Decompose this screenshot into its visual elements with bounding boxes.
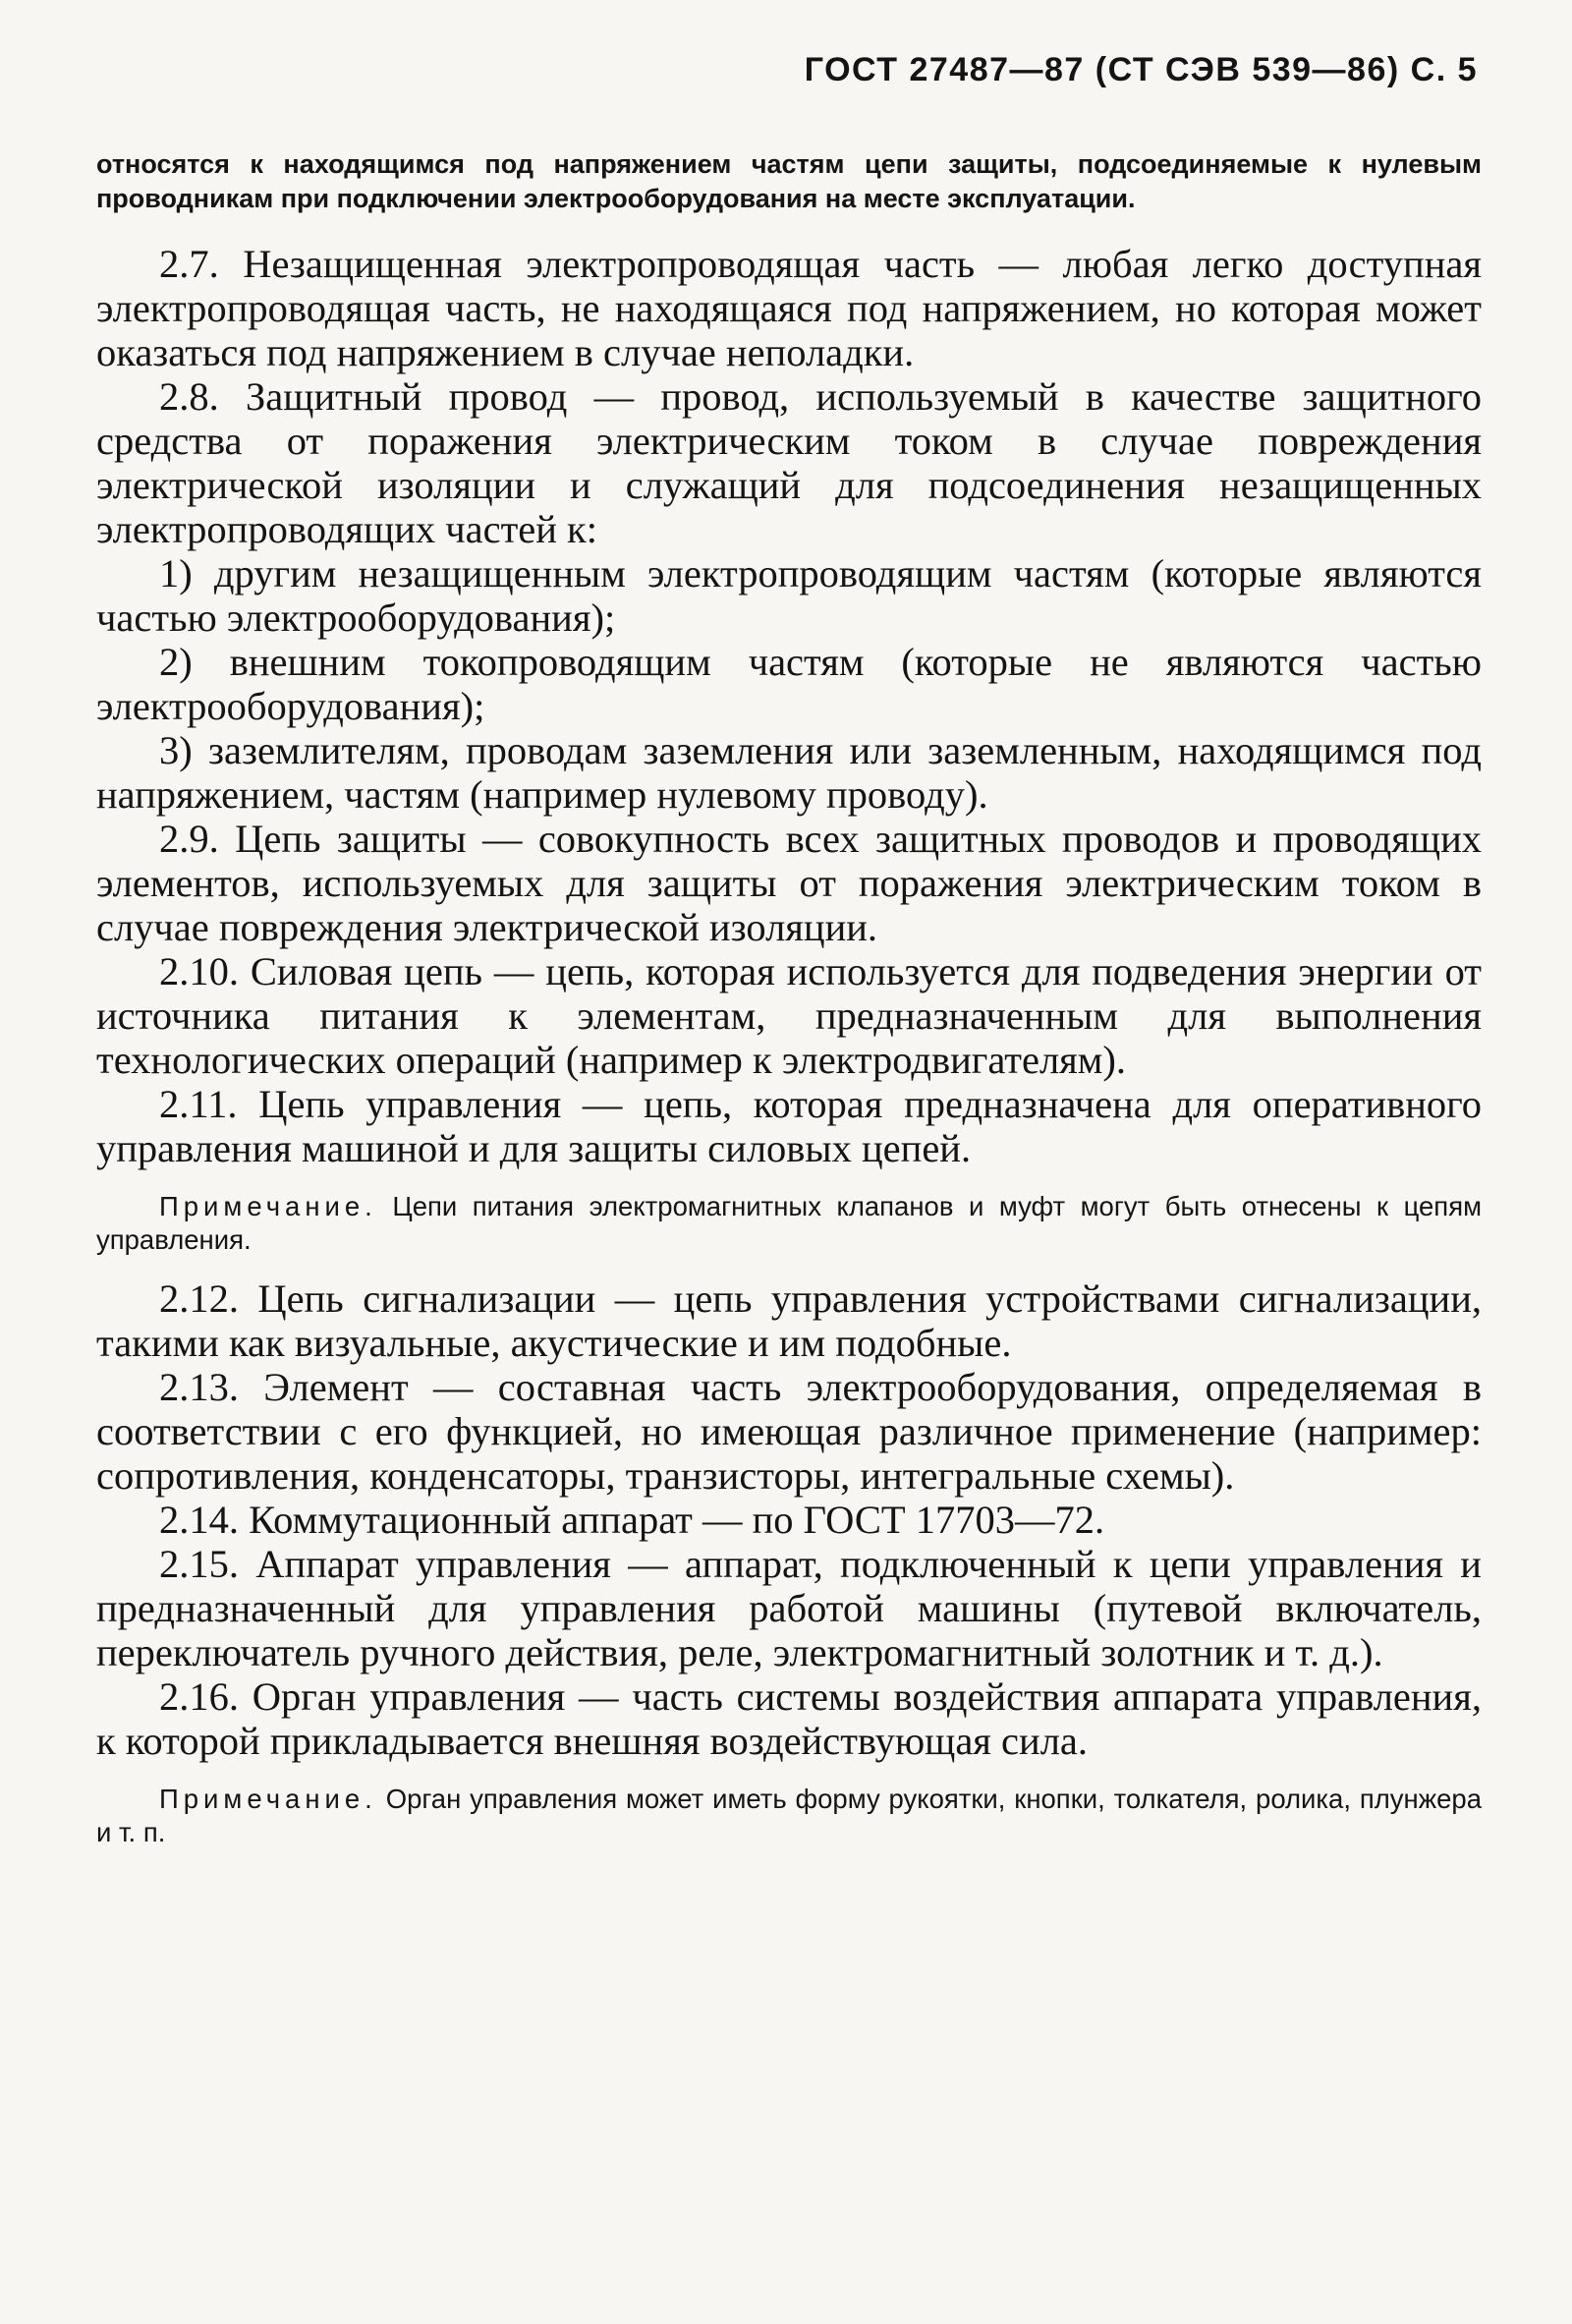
- clause-2-8-item-3: 3) заземлителям, проводам заземления или заземленным, находящимся под напряжением, частям (например нулевому проводу).: [96, 728, 1482, 817]
- note-1-text: Цепи питания электромагнитных клапанов и муфт могут быть отнесены к цепям управления.: [96, 1191, 1482, 1255]
- clause-2-8-item-1: 1) другим незащищенным электропроводящим частям (которые являются частью электрооборудования);: [96, 551, 1482, 640]
- clause-2-9: 2.9. Цепь защиты — совокупность всех защитных проводов и проводящих элементов, используемых для защиты от поражения электрическим током в случае повреждения электрической изоляции.: [96, 817, 1482, 949]
- clause-2-8: 2.8. Защитный провод — провод, используемый в качестве защитного средства от поражения электрическим током в случае повреждения электрической изоляции и служащий для подсоединения незащищенных электропроводящих частей к:: [96, 374, 1482, 551]
- clause-2-14: 2.14. Коммутационный аппарат — по ГОСТ 17703—72.: [159, 1498, 1105, 1542]
- clause-2-16: 2.16. Орган управления — часть системы воздействия аппарата управления, к которой прикладывается внешняя воздействующая сила.: [96, 1674, 1482, 1763]
- note-2-text: Орган управления может иметь форму рукоятки, кнопки, толкателя, ролика, плунжера и т. п.: [96, 1784, 1482, 1847]
- note-2-label: Примечание.: [159, 1784, 377, 1814]
- page-header: ГОСТ 27487—87 (СТ СЭВ 539—86) С. 5: [804, 51, 1478, 88]
- clause-2-11: 2.11. Цепь управления — цепь, которая предназначена для оперативного управления машиной и для защиты силовых цепей.: [96, 1082, 1482, 1170]
- clause-2-12: 2.12. Цепь сигнализации — цепь управления устройствами сигнализации, такими как визуальные, акустические и им подобные.: [96, 1276, 1482, 1365]
- clause-2-8-item-2: 2) внешним токопроводящим частям (которые не являются частью электрооборудования);: [96, 640, 1482, 728]
- text-column: [96, 147, 1482, 1869]
- clause-2-13: 2.13. Элемент — составная часть электрооборудования, определяемая в соответствии с его функцией, но имеющая различное применение (например: сопротивления, конденсаторы, транзисторы, интегральные схемы).: [96, 1365, 1482, 1498]
- clause-2-7: 2.7. Незащищенная электропроводящая часть — любая легко доступная электропроводящая часть, не находящаяся под напряжением, но которая может оказаться под напряжением в случае неполадки.: [96, 242, 1482, 374]
- note-2: [96, 1783, 1482, 1849]
- note-1-label: Примечание.: [159, 1191, 377, 1221]
- clause-2-15: 2.15. Аппарат управления — аппарат, подключенный к цепи управления и предназначенный для управления работой машины (путевой включатель, переключатель ручного действия, реле, электромагнитный золотник и т. д.).: [96, 1542, 1482, 1674]
- continuation-paragraph: относятся к находящимся под напряжением частям цепи защиты, подсоединяемые к нулевым проводникам при подключении электрооборудования на месте эксплуатации.: [96, 149, 1482, 213]
- note-1: [96, 1190, 1482, 1257]
- clause-2-10: 2.10. Силовая цепь — цепь, которая используется для подведения энергии от источника питания к элементам, предназначенным для выполнения технологических операций (например к электродвигателям).: [96, 949, 1482, 1082]
